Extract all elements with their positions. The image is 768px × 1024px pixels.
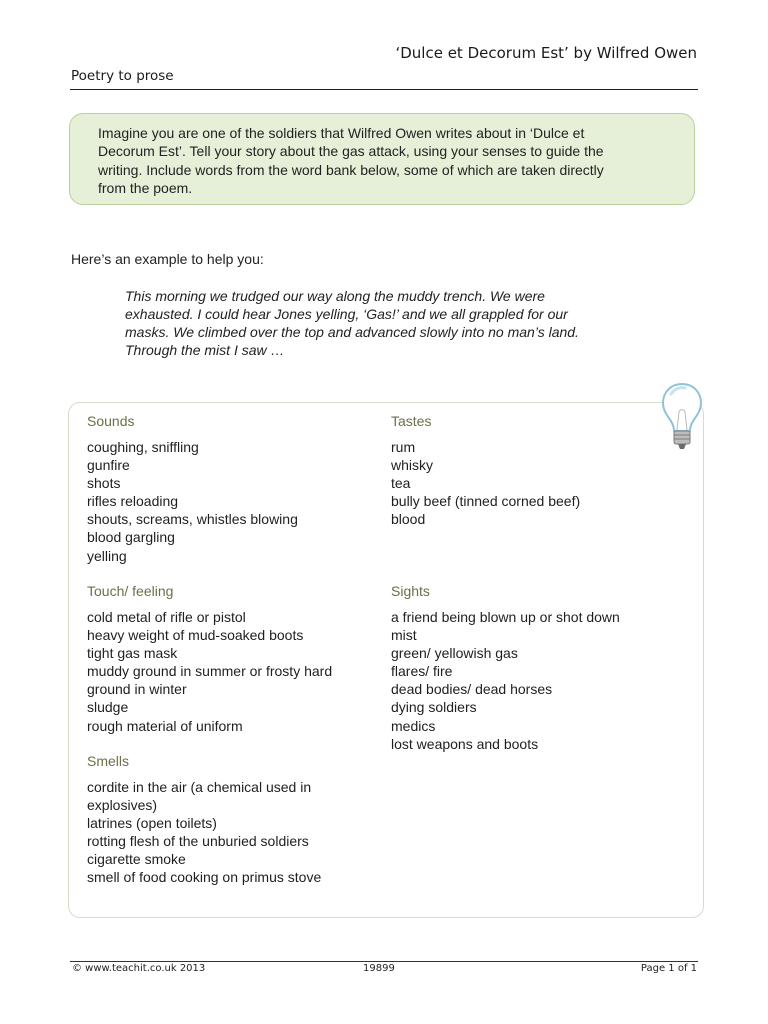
list-item: yelling — [87, 547, 127, 564]
list-item: rotting flesh of the unburied soldiers — [87, 833, 309, 850]
example-line: exhausted. I could hear Jones yelling, ‘Gas!’ and we all grappled for our — [125, 306, 568, 322]
list-item: lost weapons and boots — [391, 735, 539, 752]
list-item: shouts, screams, whistles blowing — [87, 511, 298, 528]
list-item: a friend being blown up or shot down — [391, 609, 620, 625]
list-item: muddy ground in summer or frosty hard — [87, 663, 333, 680]
list-item: green/ yellowish gas — [391, 645, 518, 662]
sights-heading: Sights — [391, 583, 430, 599]
list-item: dead bodies/ dead horses — [391, 681, 553, 698]
sounds-heading: Sounds — [87, 413, 135, 429]
tastes-heading: Tastes — [391, 413, 432, 429]
smells-list — [87, 778, 387, 887]
word-bank-sounds — [87, 412, 387, 565]
header-divider — [70, 89, 698, 90]
list-item: blood gargling — [87, 529, 175, 546]
document-title: ‘Dulce et Decorum Est’ by Wilfred Owen — [395, 44, 697, 62]
task-line: Decorum Est’. Tell your story about the gas attack, using your senses to guide the — [98, 143, 604, 160]
footer-resource-code: 19899 — [363, 963, 395, 974]
list-item: rifles reloading — [87, 493, 179, 510]
touch-heading: Touch/ feeling — [87, 583, 174, 599]
section-subtitle: Poetry to prose — [71, 68, 174, 84]
list-item: ground in winter — [87, 681, 187, 698]
touch-list — [87, 608, 387, 735]
task-line: Imagine you are one of the soldiers that Wilfred Owen writes about in ‘Dulce et — [98, 125, 585, 141]
list-item: sludge — [87, 699, 129, 716]
list-item: mist — [391, 627, 417, 644]
list-item: medics — [391, 717, 436, 734]
word-bank-smells — [87, 752, 387, 887]
list-item: cigarette smoke — [87, 851, 186, 868]
list-item: rum — [391, 439, 416, 455]
word-bank-sights — [391, 582, 691, 753]
task-line: from the poem. — [98, 179, 193, 196]
sounds-list — [87, 438, 387, 565]
list-item: cordite in the air (a chemical used in — [87, 779, 312, 795]
sights-list — [391, 608, 691, 753]
list-item: bully beef (tinned corned beef) — [391, 493, 581, 510]
task-line: writing. Include words from the word bank below, some of which are taken directly — [98, 161, 604, 178]
footer-divider — [70, 961, 698, 962]
list-item: latrines (open toilets) — [87, 815, 217, 832]
word-bank-tastes — [391, 412, 691, 528]
smells-heading: Smells — [87, 753, 130, 769]
list-item: flares/ fire — [391, 663, 453, 680]
footer-page-number: Page 1 of 1 — [640, 963, 697, 974]
list-item: tight gas mask — [87, 645, 178, 662]
list-item: shots — [87, 475, 121, 492]
list-item: smell of food cooking on primus stove — [87, 869, 322, 886]
list-item: explosives) — [87, 797, 158, 814]
list-item: heavy weight of mud-soaked boots — [87, 627, 304, 644]
word-bank-touch — [87, 582, 387, 735]
list-item: tea — [391, 475, 411, 492]
example-line: masks. We climbed over the top and advanced slowly into no man’s land. — [125, 324, 579, 340]
example-line: Through the mist I saw … — [125, 342, 285, 358]
list-item: whisky — [391, 457, 434, 474]
example-line: This morning we trudged our way along the muddy trench. We were — [125, 288, 545, 304]
list-item: rough material of uniform — [87, 717, 243, 734]
list-item: blood — [391, 511, 426, 528]
list-item: dying soldiers — [391, 699, 477, 716]
list-item: cold metal of rifle or pistol — [87, 609, 246, 625]
list-item: coughing, sniffling — [87, 439, 199, 455]
list-item: gunfire — [87, 457, 130, 474]
task-instructions-box — [69, 113, 695, 205]
example-passage — [125, 287, 645, 359]
tastes-list — [391, 438, 691, 528]
footer-copyright: © www.teachit.co.uk 2013 — [72, 963, 206, 974]
example-intro: Here’s an example to help you: — [71, 251, 264, 267]
